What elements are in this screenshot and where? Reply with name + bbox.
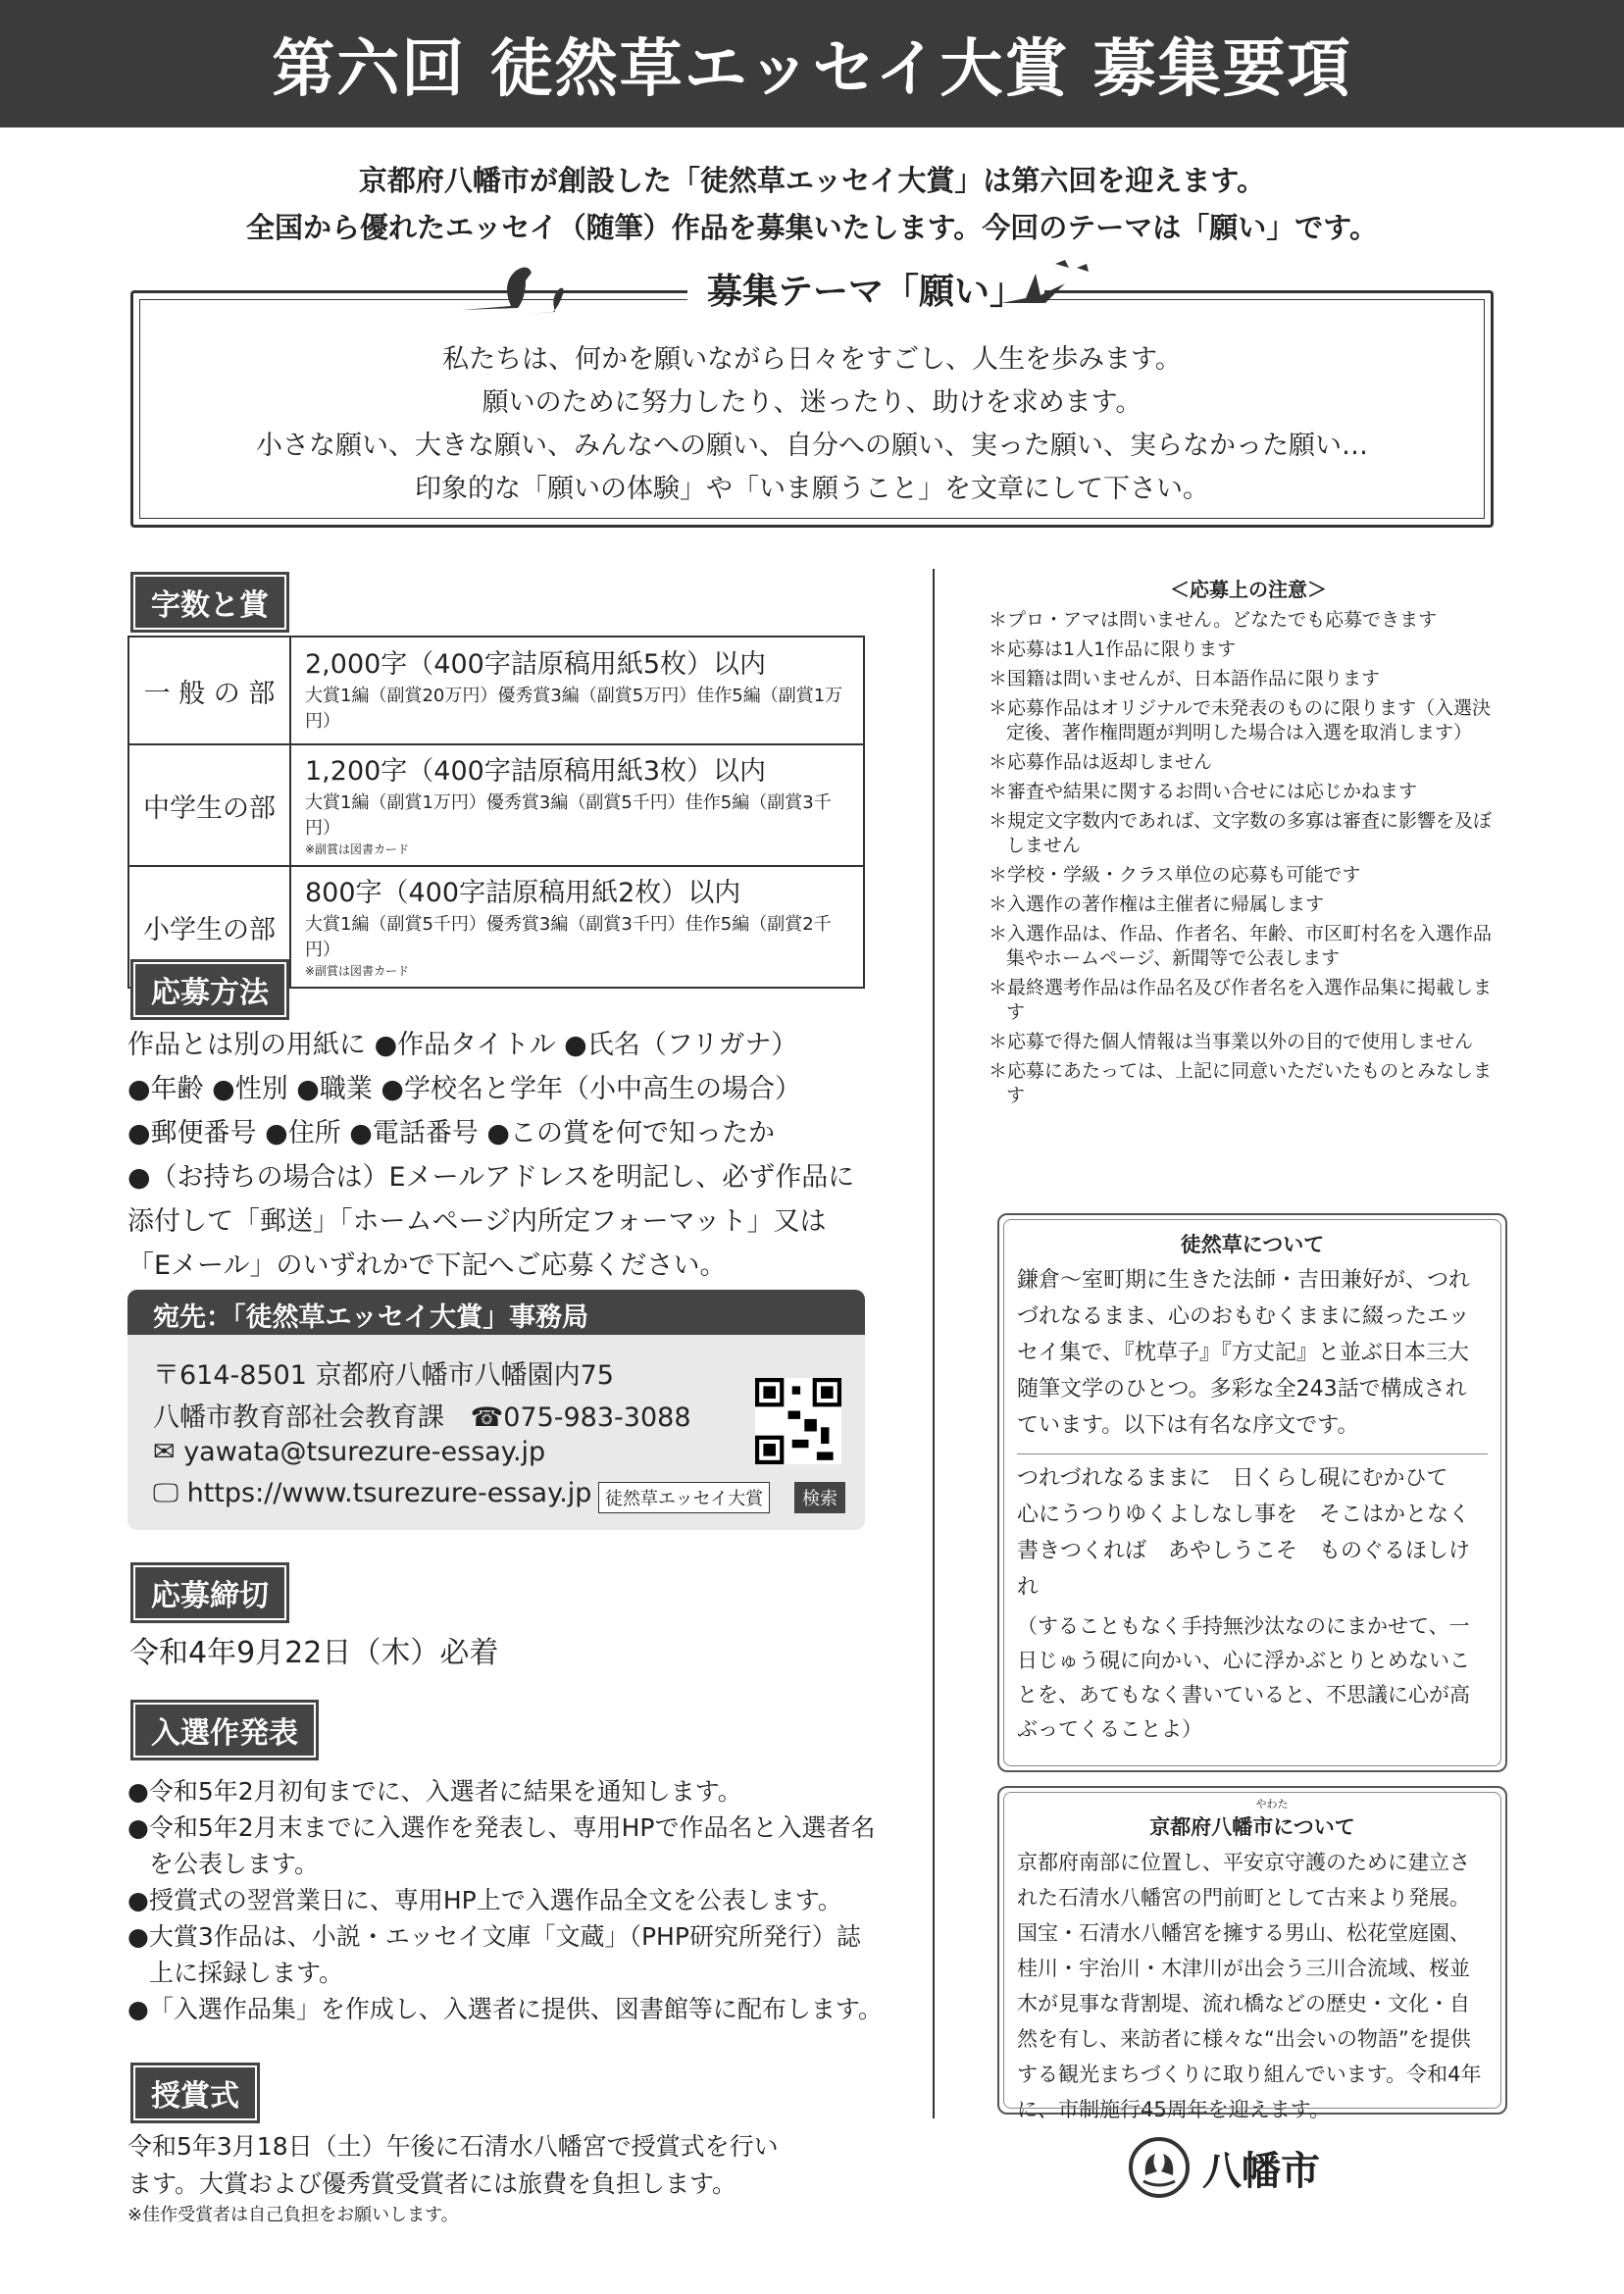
method-line: ●年齢 ●性別 ●職業 ●学校名と学年（小中高生の場合）	[127, 1074, 801, 1104]
yawata-body: 京都府南部に位置し、平安京守護のために建立された石清水八幡宮の門前町として古来より発展。国宝・石清水八幡宮を擁する男山、松花堂庭園、桂川・宇治川・木津川が出会う三川合流域、桜並木が見事な背割堤、流れ橋などの歴史・文化・自然を有し、来訪者に様々な“出会いの物語”を提供する観光まちづくりに取り組んでいます。令和4年に、市制施行45周年を迎えます。	[1017, 1851, 1482, 2121]
method-line: ●（お持ちの場合は）Eメールアドレスを明記し、必ず作品に	[127, 1162, 855, 1193]
theme-line: 印象的な「願いの体験」や「いま願うこと」を文章にして下さい。	[415, 474, 1209, 504]
bird-left-icon	[457, 259, 565, 318]
theme-line: 小さな願い、大きな願い、みんなへの願い、自分への願い、実った願い、実らなかった願い…	[256, 431, 1368, 461]
quote-line: つれづれなるままに 日くらし硯にむかひて	[1017, 1466, 1448, 1491]
search-keyword[interactable]: 徒然草エッセイ大賞	[598, 1482, 770, 1513]
section-label-ceremony: 授賞式	[130, 2063, 260, 2123]
phone-number[interactable]: ☎075-983-3088	[470, 1402, 691, 1433]
prize-note: ※副賞は図書カード	[305, 842, 410, 856]
city-logo	[1128, 2136, 1320, 2199]
prize-category: 中学生の部	[128, 744, 290, 866]
list-item: ●「入選作品集」を作成し、入選者に提供、図書館等に配布します。	[127, 1995, 883, 2023]
note-item: ＊応募にあたっては、上記に同意いただいたものとみなします	[989, 1060, 1493, 1106]
quote-line: 心にうつりゆくよしなし事を そこはかとなく	[1017, 1503, 1471, 1527]
prize-category: 一 般 の 部	[128, 637, 290, 744]
tsurezure-quote	[999, 1460, 1505, 1606]
address-dept-name: 八幡市教育部社会教育課	[153, 1402, 444, 1433]
address-head: 宛先：「徒然草エッセイ大賞」事務局	[127, 1290, 865, 1335]
address-box	[127, 1290, 865, 1530]
intro-line: 全国から優れたエッセイ（随筆）作品を募集いたします。今回のテーマは「願い」です。	[246, 211, 1378, 244]
address-dept	[153, 1396, 691, 1434]
note-item: ＊最終選考作品は作品名及び作者名を入選作品集に掲載します	[989, 977, 1493, 1023]
ceremony-text	[127, 2128, 883, 2228]
ceremony-line: ます。大賞および優秀賞受賞者には旅費を負担します。	[127, 2169, 737, 2198]
table-row	[128, 744, 864, 866]
address-postal: 〒614-8501 京都府八幡市八幡園内75	[153, 1360, 614, 1391]
note-item: ＊規定文字数内であれば、文字数の多寡は審査に影響を及ぼしません	[989, 810, 1493, 856]
qr-code-icon	[755, 1378, 841, 1464]
method-line: 「Eメール」のいずれかで下記へご応募ください。	[127, 1250, 727, 1281]
theme-line: 私たちは、何かを願いながら日々をすごし、人生を歩みます。	[442, 344, 1182, 375]
page-header	[0, 0, 1624, 127]
column-divider	[933, 569, 935, 2118]
method-text	[127, 1023, 873, 1288]
note-item: ＊プロ・アマは問いません。どなたでも応募できます	[989, 609, 1438, 631]
prize-length: 2,000字（400字詰原稿用紙5枚）以内	[305, 649, 767, 680]
notes-title: ＜応募上の注意＞	[1170, 578, 1327, 601]
tsurezure-translation: （することもなく手持無沙汰なのにまかせて、一日じゅう硯に向かい、心に浮かぶとりとめないことを、あてもなく書いていると、不思議に心が高ぶってくることよ）	[1017, 1614, 1470, 1741]
intro-line: 京都府八幡市が創設した「徒然草エッセイ大賞」は第六回を迎えます。	[358, 164, 1266, 197]
theme-line: 願いのために努力したり、迷ったり、助けを求めます。	[482, 387, 1142, 418]
prize-awards: 大賞1編（副賞5千円）優秀賞3編（副賞3千円）佳作5編（副賞2千円）	[305, 914, 832, 960]
ceremony-note: ※佳作受賞者は自己負担をお願いします。	[127, 2205, 459, 2225]
note-item: ＊審査や結果に関するお問い合せには応じかねます	[989, 781, 1418, 802]
tsurezure-title: 徒然草について	[1180, 1233, 1325, 1256]
section-label-prizes: 字数と賞	[130, 572, 289, 633]
ceremony-line: 令和5年3月18日（土）午後に石清水八幡宮で授賞式を行い	[127, 2132, 779, 2161]
note-item: ＊学校・学級・クラス単位の応募も可能です	[989, 864, 1361, 886]
website-link[interactable]: 🖵 https://www.tsurezure-essay.jp	[153, 1478, 592, 1508]
method-line: ●郵便番号 ●住所 ●電話番号 ●この賞を何で知ったか	[127, 1118, 775, 1148]
prize-awards: 大賞1編（副賞20万円）優秀賞3編（副賞5万円）佳作5編（副賞1万円）	[305, 686, 843, 732]
prize-awards: 大賞1編（副賞1万円）優秀賞3編（副賞5千円）佳作5編（副賞3千円）	[305, 792, 832, 839]
prize-table	[127, 636, 865, 989]
city-emblem-icon	[1128, 2136, 1191, 2199]
yawata-title: 京都府八幡市について	[1149, 1815, 1355, 1839]
list-item: ●大賞3作品は、小説・エッセイ文庫「文蔵」（PHP研究所発行）誌上に採録します。	[127, 1922, 861, 1987]
yawata-box	[997, 1786, 1507, 2121]
announce-list	[127, 1773, 883, 2027]
tsurezure-box	[997, 1213, 1507, 1772]
prize-category: 小学生の部	[128, 866, 290, 988]
section-label-method: 応募方法	[130, 959, 289, 1020]
city-logo-text: 八幡市	[1202, 2147, 1320, 2194]
list-item: ●令和5年2月末までに入選作を発表し、専用HPで作品名と入選者名を公表します。	[127, 1813, 876, 1878]
note-item: ＊国籍は問いませんが、日本語作品に限ります	[989, 668, 1381, 689]
note-item: ＊応募作品は返却しません	[989, 751, 1213, 773]
list-item: ●授賞式の翌営業日に、専用HP上で入選作品全文を公表します。	[127, 1886, 842, 1914]
tsurezure-body: 鎌倉～室町期に生きた法師・吉田兼好が、つれづれなるまま、心のおもむくままに綴ったエッセイ集で、『枕草子』『方丈記』と並ぶ日本三大随筆文学のひとつ。多彩な全243話で構成されています。以下は有名な序文です。	[1017, 1268, 1471, 1438]
note-item: ＊応募作品はオリジナルで未発表のものに限ります（入選決定後、著作権問題が判明した場合は入選を取消します）	[989, 697, 1492, 743]
method-line: 添付して「郵送」「ホームページ内所定フォーマット」又は	[127, 1206, 827, 1237]
theme-title: 募集テーマ「願い」	[687, 264, 1044, 314]
section-label-announce: 入選作発表	[130, 1700, 319, 1760]
note-item: ＊応募で得た個人情報は当事業以外の目的で使用しません	[989, 1031, 1474, 1052]
notes-section	[989, 574, 1508, 1113]
theme-box	[130, 272, 1494, 528]
section-label-deadline: 応募締切	[130, 1562, 289, 1623]
email-link[interactable]: ✉ yawata@tsurezure-essay.jp	[153, 1437, 546, 1467]
intro	[0, 157, 1624, 251]
yawata-ruby: やわた	[1255, 1798, 1289, 1810]
note-item: ＊入選作の著作権は主催者に帰属します	[989, 893, 1325, 915]
bird-right-icon	[996, 254, 1104, 313]
deadline-text: 令和4年9月22日（木）必着	[129, 1636, 499, 1670]
table-row	[128, 637, 864, 744]
note-item: ＊応募は1人1作品に限ります	[989, 638, 1237, 660]
search-button[interactable]: 検索	[794, 1482, 845, 1513]
theme-body	[133, 338, 1491, 511]
note-item: ＊入選作品は、作品、作者名、年齢、市区町村名を入選作品集やホームページ、新聞等で公表します	[989, 923, 1493, 969]
prize-length: 1,200字（400字詰原稿用紙3枚）以内	[305, 756, 767, 787]
prize-note: ※副賞は図書カード	[305, 964, 410, 978]
list-item: ●令和5年2月初旬までに、入選者に結果を通知します。	[127, 1777, 742, 1806]
page-title: 第六回 徒然草エッセイ大賞 募集要項	[272, 33, 1352, 106]
method-line: 作品とは別の用紙に ●作品タイトル ●氏名（フリガナ）	[127, 1030, 798, 1060]
quote-line: 書きつくれば あやしうこそ ものぐるほしけれ	[1017, 1539, 1471, 1600]
prize-length: 800字（400字詰原稿用紙2枚）以内	[305, 878, 741, 908]
notes-list	[989, 608, 1508, 1108]
